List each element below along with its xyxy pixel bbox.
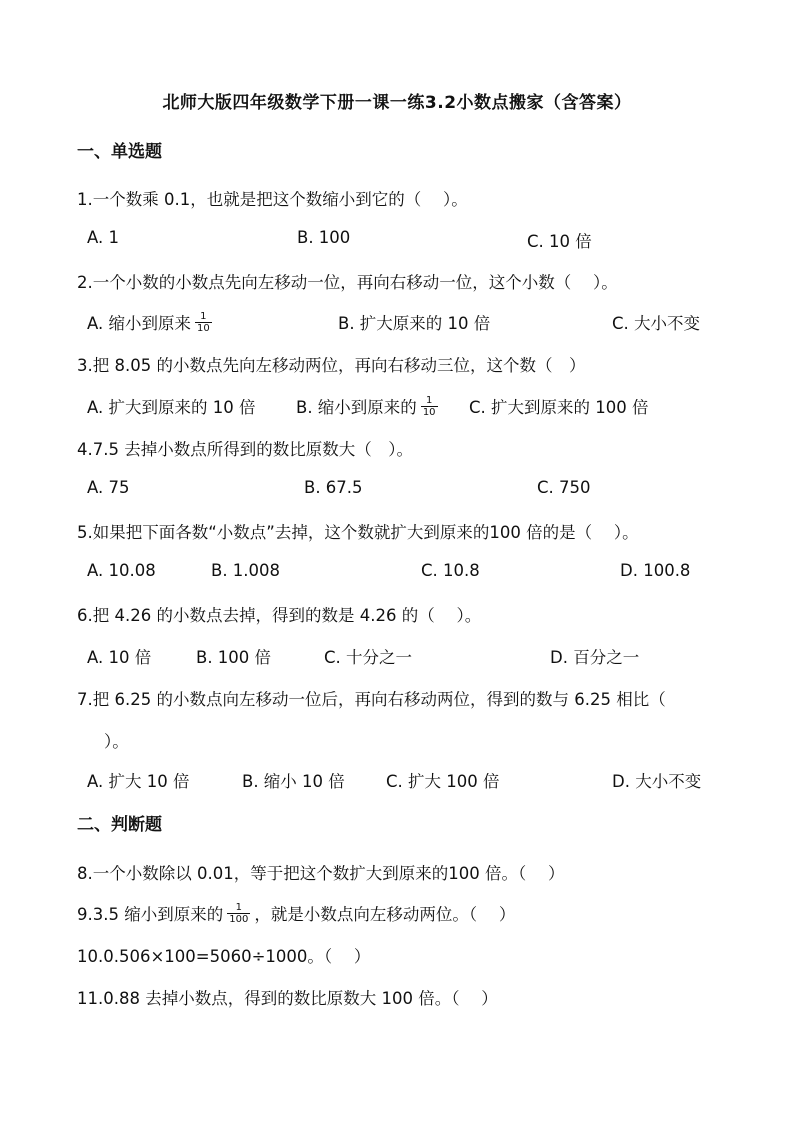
q2-option-a — [87, 310, 216, 336]
question-3: 3.把 8.05 的小数点先向左移动两位，再向右移动三位，这个数（ ） — [77, 356, 586, 375]
question-4: 4.7.5 去掉小数点所得到的数比原数大（ ）。 — [77, 440, 413, 459]
q6-option-d: D. 百分之一 — [550, 648, 640, 667]
fraction-one-tenth — [195, 311, 212, 334]
q7-option-c: C. 扩大 100 倍 — [386, 772, 500, 791]
fraction-one-tenth — [421, 395, 438, 418]
q4-option-c: C. 750 — [537, 478, 591, 497]
q5-option-a: A. 10.08 — [87, 561, 156, 580]
q1-option-c: C. 10 倍 — [527, 232, 592, 251]
question-2: 2.一个小数的小数点先向左移动一位，再向右移动一位，这个小数（ ）。 — [77, 273, 618, 292]
q5-option-d: D. 100.8 — [620, 561, 691, 580]
q6-option-a: A. 10 倍 — [87, 648, 152, 667]
q2-option-b: B. 扩大原来的 10 倍 — [338, 314, 491, 333]
question-5: 5.如果把下面各数“小数点”去掉，这个数就扩大到原来的100 倍的是（ ）。 — [77, 523, 639, 542]
question-8: 8.一个小数除以 0.01，等于把这个数扩大到原来的100 倍。（ ） — [77, 864, 565, 883]
fraction-denominator: 10 — [422, 407, 436, 418]
question-1: 1.一个数乘 0.1，也就是把这个数缩小到它的（ ）。 — [77, 190, 468, 209]
q6-option-b: B. 100 倍 — [196, 648, 272, 667]
fraction-numerator: 1 — [235, 902, 242, 913]
q2-option-a-label: A. 缩小到原来 — [87, 314, 191, 333]
question-7-continued: ）。 — [104, 732, 129, 751]
section-heading-single-choice: 一、单选题 — [77, 142, 162, 162]
fraction-denominator: 100 — [229, 914, 249, 925]
question-9 — [77, 901, 515, 927]
q4-option-a: A. 75 — [87, 478, 130, 497]
question-11: 11.0.88 去掉小数点，得到的数比原数大 100 倍。（ ） — [77, 989, 498, 1008]
q1-option-a: A. 1 — [87, 228, 119, 247]
q6-option-c: C. 十分之一 — [324, 648, 413, 667]
question-9-prefix: 9.3.5 缩小到原来的 — [77, 905, 224, 924]
q2-option-c: C. 大小不变 — [612, 314, 701, 333]
q7-option-d: D. 大小不变 — [612, 772, 702, 791]
question-6: 6.把 4.26 的小数点去掉，得到的数是 4.26 的（ ）。 — [77, 606, 482, 625]
section-heading-true-false: 二、判断题 — [77, 815, 162, 835]
page-title: 北师大版四年级数学下册一课一练3.2小数点搬家（含答案） — [162, 93, 632, 113]
q5-option-b: B. 1.008 — [211, 561, 281, 580]
question-10: 10.0.506×100=5060÷1000。（ ） — [77, 947, 371, 966]
question-9-suffix: ，就是小数点向左移动两位。（ ） — [254, 905, 516, 924]
question-7: 7.把 6.25 的小数点向左移动一位后，再向右移动两位，得到的数与 6.25 相比（ — [77, 690, 666, 709]
q7-option-b: B. 缩小 10 倍 — [242, 772, 345, 791]
fraction-one-hundredth — [227, 902, 250, 925]
q1-option-b: B. 100 — [297, 228, 351, 247]
q7-option-a: A. 扩大 10 倍 — [87, 772, 190, 791]
q3-option-b-label: B. 缩小到原来的 — [296, 398, 417, 417]
q3-option-b — [296, 394, 442, 420]
fraction-denominator: 10 — [197, 323, 210, 334]
fraction-numerator: 1 — [200, 311, 207, 322]
q5-option-c: C. 10.8 — [421, 561, 480, 580]
fraction-numerator: 1 — [425, 395, 433, 406]
q4-option-b: B. 67.5 — [304, 478, 363, 497]
q3-option-c: C. 扩大到原来的 100 倍 — [469, 398, 649, 417]
q3-option-a: A. 扩大到原来的 10 倍 — [87, 398, 256, 417]
